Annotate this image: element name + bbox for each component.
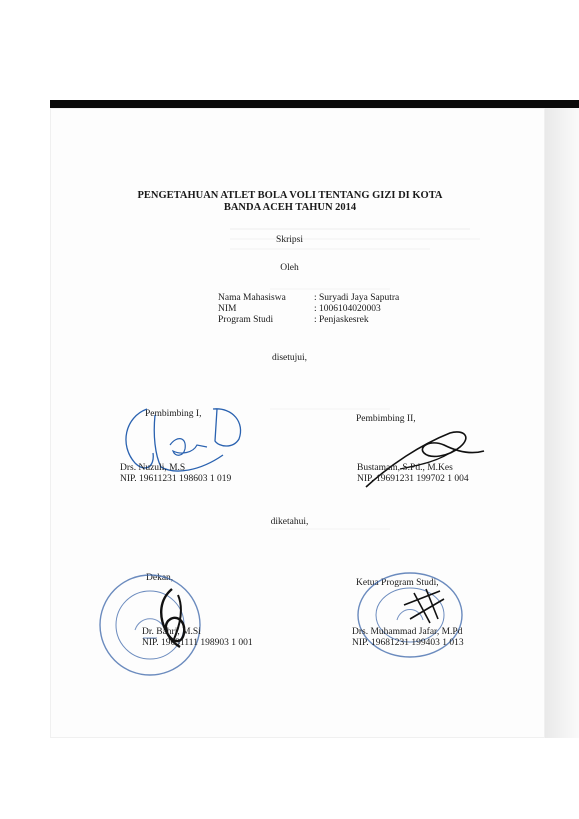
author-prefix: Oleh [280, 263, 299, 273]
scan-top-border [50, 100, 579, 108]
info-value: : 1006104020003 [314, 304, 381, 314]
dean-name: Dr. Bahri, M.Si [142, 627, 201, 637]
head-signature [400, 585, 450, 630]
advisor-1-role: Pembimbing I, [145, 409, 202, 419]
head-name: Drs. Muhammad Jafar, M.Pd [352, 627, 463, 637]
advisor-2-signature [360, 425, 490, 495]
acknowledgement-heading: diketahui, [270, 517, 309, 527]
info-value: : Suryadi Jaya Saputra [314, 293, 400, 303]
advisor-2-role: Pembimbing II, [356, 414, 416, 424]
thesis-title [95, 190, 485, 214]
thesis-title-line-2: BANDA ACEH TAHUN 2014 [223, 202, 357, 213]
info-value: : Penjaskesrek [314, 315, 369, 325]
advisor-2-nip: NIP. 19691231 199702 1 004 [357, 474, 469, 484]
advisor-1-name: Drs. Nuzuli, M.S [120, 463, 186, 473]
scan-right-edge [545, 108, 579, 738]
head-role: Ketua Program Studi, [356, 578, 439, 588]
info-label: NIM [218, 304, 237, 314]
advisor-1-signature [115, 405, 255, 485]
advisor-1-nip: NIP. 19611231 198603 1 019 [120, 474, 232, 484]
advisor-2-name: Bustamam, S.Pd., M.Kes [357, 463, 453, 473]
dean-role: Dekan, [146, 573, 174, 583]
info-label: Nama Mahasiswa [218, 293, 286, 303]
approval-heading: disetujui, [271, 353, 308, 363]
dean-nip: NIP. 19631111 198903 1 001 [142, 638, 253, 648]
thesis-title-line-1: PENGETAHUAN ATLET BOLA VOLI TENTANG GIZI DI KOTA [137, 190, 443, 201]
bleed-through-texture [230, 228, 530, 558]
info-label: Program Studi [218, 315, 274, 325]
head-nip: NIP. 19681231 199403 1 013 [352, 638, 464, 648]
document-type: Skripsi [276, 235, 303, 245]
